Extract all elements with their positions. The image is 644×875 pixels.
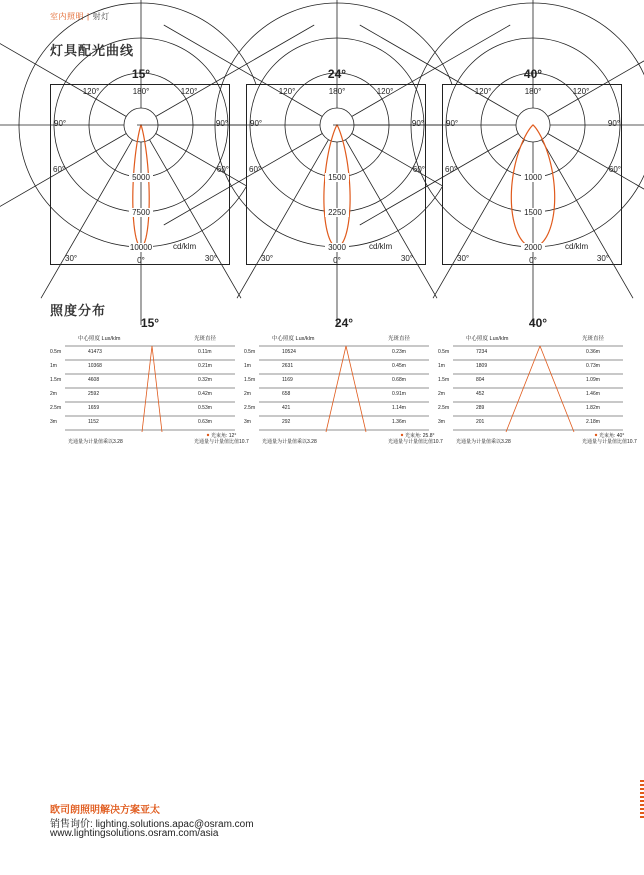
angle-label-a120r: 120° <box>572 87 590 96</box>
illum-lux-value: 1152 <box>88 419 99 425</box>
illum-lux-value: 4608 <box>88 377 100 383</box>
illuminance-table-2 <box>242 334 443 445</box>
polar-title-2: 24° <box>327 67 347 81</box>
illum-footnote-left: 光通量为计量值乘以3.28 <box>68 439 123 445</box>
polar-chart-2-svg <box>247 85 427 266</box>
illum-distance: 2.5m <box>438 405 450 411</box>
angle-label-a90r: 90° <box>607 119 620 128</box>
illum-lux-value: 804 <box>476 377 485 383</box>
side-stripe-decoration <box>640 780 644 820</box>
illum-lux-value: 201 <box>476 419 485 425</box>
angle-label-a120l: 120° <box>474 87 492 96</box>
illum-footnote-left: 光通量为计量值乘以3.28 <box>262 439 317 445</box>
illum-diameter-value: 1.82m <box>586 405 600 411</box>
polar-ray-30 <box>150 140 242 298</box>
illum-diameter-value: 1.36m <box>392 419 406 425</box>
angle-label-a0: 0° <box>137 256 145 265</box>
beam-cone-right <box>540 346 574 432</box>
angle-label-a60l: 60° <box>249 165 262 174</box>
footer-contact-label: 销售询价: <box>50 819 93 830</box>
angle-label-a60l: 60° <box>53 165 66 174</box>
angle-label-a120l: 120° <box>82 87 100 96</box>
angle-label-a180: 180° <box>328 87 346 96</box>
legend-dot <box>401 434 403 436</box>
illum-title-3: 40° <box>528 316 548 330</box>
angle-label-a120r: 120° <box>180 87 198 96</box>
illum-diameter-value: 1.46m <box>586 391 600 397</box>
ring-value-2: 1500 <box>524 208 542 217</box>
illum-diameter-value: 0.91m <box>392 391 406 397</box>
angle-label-a0: 0° <box>529 256 537 265</box>
breadcrumb-separator: | <box>87 12 90 21</box>
breadcrumb-page: 射灯 <box>92 12 110 21</box>
illum-lux-value: 10524 <box>282 349 296 355</box>
angle-label-a90r: 90° <box>411 119 424 128</box>
illum-diameter-value: 0.53m <box>198 405 212 411</box>
illum-distance: 2.5m <box>244 405 256 411</box>
illum-distance: 0.5m <box>438 349 450 355</box>
beam-cone-right <box>152 346 162 432</box>
angle-label-a90r: 90° <box>215 119 228 128</box>
footer-company: 欧司朗照明解决方案亚太 <box>50 805 160 816</box>
illuminance-table-1 <box>48 334 249 445</box>
illum-distance: 1.5m <box>438 377 450 383</box>
beam-cone-right <box>346 346 366 432</box>
angle-label-a120l: 120° <box>278 87 296 96</box>
angle-label-a30r: 30° <box>400 254 413 263</box>
illum-footnote-right: 光通量与计量值比值10.7 <box>194 439 249 445</box>
illum-diameter-value: 0.45m <box>392 363 406 369</box>
ring-value-3: 10000 <box>129 243 153 252</box>
beam-cone-left <box>506 346 540 432</box>
illum-distance: 0.5m <box>50 349 62 355</box>
illum-title-1: 15° <box>140 316 160 330</box>
illum-lux-value: 7234 <box>476 349 488 355</box>
polar-ray-30 <box>346 140 438 298</box>
angle-label-a30r: 30° <box>204 254 217 263</box>
illum-distance: 2m <box>244 391 251 397</box>
illum-header-lux: 中心照度 Lux/klm <box>272 336 315 342</box>
illuminance-table-3-svg <box>436 334 637 445</box>
illum-diameter-value: 1.09m <box>586 377 600 383</box>
illum-diameter-value: 0.23m <box>392 349 406 355</box>
breadcrumb <box>50 11 110 22</box>
beam-cone-left <box>326 346 346 432</box>
polar-chart-2 <box>246 84 426 265</box>
illum-diameter-value: 0.68m <box>392 377 406 383</box>
illum-distance: 1.5m <box>244 377 256 383</box>
illum-distance: 2.5m <box>50 405 62 411</box>
angle-label-a60r: 60° <box>608 165 621 174</box>
polar-chart-3-svg <box>443 85 623 266</box>
illum-distance: 1m <box>438 363 445 369</box>
illum-lux-value: 2592 <box>88 391 100 397</box>
polar-chart-1 <box>50 84 230 265</box>
polar-chart-1-svg <box>51 85 231 266</box>
illum-diameter-value: 2.18m <box>586 419 600 425</box>
illum-lux-value: 1169 <box>282 377 293 383</box>
illum-header-lux: 中心照度 Lux/klm <box>78 336 121 342</box>
angle-label-a60l: 60° <box>445 165 458 174</box>
legend-dot <box>207 434 209 436</box>
illum-lux-value: 658 <box>282 391 291 397</box>
illum-distance: 1.5m <box>50 377 62 383</box>
illum-lux-value: 1659 <box>88 405 100 411</box>
illum-distance: 3m <box>244 419 251 425</box>
illum-lux-value: 1809 <box>476 363 488 369</box>
illum-footnote-right: 光通量与计量值比值10.7 <box>582 439 637 445</box>
illum-lux-value: 452 <box>476 391 485 397</box>
illum-distance: 3m <box>50 419 57 425</box>
illum-lux-value: 41473 <box>88 349 102 355</box>
illum-diameter-value: 1.14m <box>392 405 406 411</box>
illum-lux-value: 10368 <box>88 363 102 369</box>
ring-value-3: 2000 <box>524 243 542 252</box>
illum-diameter-value: 0.21m <box>198 363 212 369</box>
luminaire-curve-title: 灯具配光曲线 <box>50 43 135 58</box>
illum-lux-value: 2631 <box>282 363 294 369</box>
illum-diameter-value: 0.63m <box>198 419 212 425</box>
legend-dot <box>595 434 597 436</box>
illum-lux-value: 289 <box>476 405 485 411</box>
angle-label-a90l: 90° <box>54 119 67 128</box>
angle-label-a90l: 90° <box>250 119 263 128</box>
beam-cone-left <box>142 346 152 432</box>
illum-distance: 1m <box>50 363 57 369</box>
angle-label-a0: 0° <box>333 256 341 265</box>
polar-ray--60 <box>0 134 126 226</box>
illum-diameter-value: 0.11m <box>198 349 212 355</box>
illum-header-diameter: 光斑直径 <box>388 336 411 342</box>
illum-header-lux: 中心照度 Lux/klm <box>466 336 509 342</box>
illum-distance: 1m <box>244 363 251 369</box>
illum-header-diameter: 光斑直径 <box>194 336 217 342</box>
polar-title-1: 15° <box>131 67 151 81</box>
angle-label-a30l: 30° <box>261 254 274 263</box>
polar-ray--30 <box>237 140 329 298</box>
illum-distance: 2m <box>438 391 445 397</box>
illum-distance: 0.5m <box>244 349 256 355</box>
illuminance-table-3 <box>436 334 637 445</box>
illum-distance: 3m <box>438 419 445 425</box>
polar-chart-3 <box>442 84 622 265</box>
ring-value-3: 3000 <box>328 243 346 252</box>
illuminance-title: 照度分布 <box>50 303 107 318</box>
polar-unit: cd/klm <box>565 242 589 251</box>
angle-label-a180: 180° <box>132 87 150 96</box>
angle-label-a30r: 30° <box>596 254 609 263</box>
illum-diameter-value: 0.32m <box>198 377 212 383</box>
illum-title-2: 24° <box>334 316 354 330</box>
polar-ray--30 <box>41 140 133 298</box>
illum-legend: 光束角: 12° <box>211 433 237 439</box>
polar-title-3: 40° <box>523 67 543 81</box>
ring-value-2: 2250 <box>328 208 346 217</box>
illum-footnote-left: 光通量为计量值乘以3.28 <box>456 439 511 445</box>
illum-legend: 光束角: 40° <box>599 433 625 439</box>
angle-label-a60r: 60° <box>412 165 425 174</box>
illum-header-diameter: 光斑直径 <box>582 336 605 342</box>
illum-lux-value: 421 <box>282 405 291 411</box>
angle-label-a90l: 90° <box>446 119 459 128</box>
footer-url[interactable]: www.lightingsolutions.osram.com/asia <box>50 828 219 839</box>
footer-contact-email[interactable]: lighting.solutions.apac@osram.com <box>95 819 254 830</box>
angle-label-a30l: 30° <box>457 254 470 263</box>
ring-value-1: 1000 <box>524 173 542 182</box>
angle-label-a30l: 30° <box>65 254 78 263</box>
illum-legend: 光束角: 25.8° <box>405 433 435 439</box>
illum-diameter-value: 0.42m <box>198 391 212 397</box>
illuminance-table-2-svg <box>242 334 443 445</box>
polar-unit: cd/klm <box>369 242 393 251</box>
polar-ray-60 <box>548 134 644 226</box>
angle-label-a180: 180° <box>524 87 542 96</box>
ring-value-1: 1500 <box>328 173 346 182</box>
polar-ray-30 <box>542 140 634 298</box>
breadcrumb-section[interactable]: 室内照明 <box>50 12 84 21</box>
illum-lux-value: 292 <box>282 419 291 425</box>
ring-value-1: 5000 <box>132 173 150 182</box>
polar-unit: cd/klm <box>173 242 197 251</box>
angle-label-a120r: 120° <box>376 87 394 96</box>
illum-footnote-right: 光通量与计量值比值10.7 <box>388 439 443 445</box>
illum-diameter-value: 0.36m <box>586 349 600 355</box>
illum-distance: 2m <box>50 391 57 397</box>
ring-value-2: 7500 <box>132 208 150 217</box>
polar-ray--30 <box>433 140 525 298</box>
illum-diameter-value: 0.73m <box>586 363 600 369</box>
angle-label-a60r: 60° <box>216 165 229 174</box>
illuminance-table-1-svg <box>48 334 249 445</box>
